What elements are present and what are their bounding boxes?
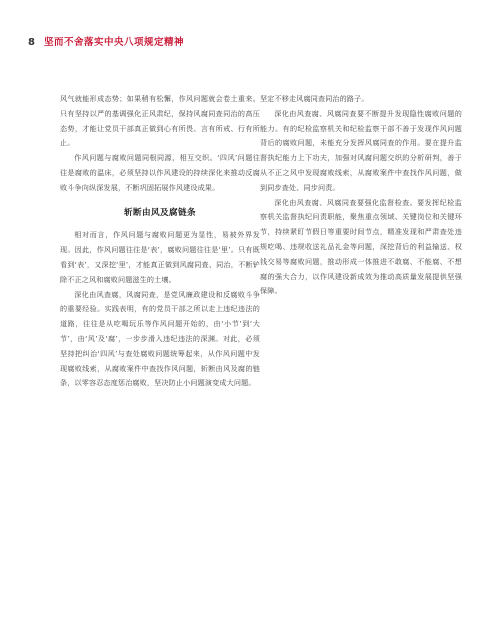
paragraph: 深化由风查腐，风腐同查，是党风廉政建设和反腐败斗争的重要经验。实践表明，有的党员干部之所以走上违纪违法的道路，往往是从吃喝玩乐等作风问题开始的，由‘小节’到‘大节’，由‘风’及‘腐’，一步步滑入违纪违法的深渊。对此，必须坚持把纠治‘四风’与查处腐败问题统筹起来，从作风问题中发现腐败线索，从腐败案件中查找作风问题，斩断由风及腐的链条，以零容忍态度惩治腐败，坚决防止小问题演变成大问题。	[60, 289, 260, 388]
page-number: 8	[28, 37, 35, 48]
paragraph: 风气就能形成态势；如果稍有松懈，作风问题就会卷土重来。只有坚持以严的基调强化正风肃纪，保持风腐同查同治的高压态势，才能让党员干部真正做到心有所畏、言有所戒、行有所止。	[60, 94, 260, 148]
paragraph: 深化由风查腐、风腐同查要强化监督检查。要发挥纪检监察机关监督执纪问责职能，聚焦重点领域、关键岗位和关键环节，持续紧盯节假日等重要时间节点，精准发现和严肃查处违规吃喝、违规收送礼品礼金等问题，深挖背后的利益输送、权钱交易等腐败问题，推动形成一体推进不敢腐、不能腐、不想腐的强大合力，以作风建设新成效为推动高质量发展提供坚强保障。	[260, 197, 462, 296]
running-title: 坚而不舍落实中央八项规定精神	[44, 37, 185, 48]
right-column	[260, 92, 462, 299]
paragraph: 作风问题与腐败问题同根同源，相互交织。‘四风’问题往往是腐败的温床，必须坚持以作风建设的持续深化来推动反腐败斗争向纵深发展，不断巩固拓展作风建设成果。	[60, 153, 260, 192]
paragraph: 深化由风查腐、风腐同查要不断提升发现隐性腐败问题的能力。有的纪检监察机关和纪检监察干部不善于发现作风问题背后的腐败问题，未能充分发挥风腐同查的作用。要在提升监督执纪能力上下功夫，加强对风腐问题交织的分析研判，善于从不正之风中发现腐败线索，从腐败案件中查找作风问题，做到同步查处、同步问责。	[260, 108, 462, 192]
paragraph: 坚定不移走风腐同查同治的路子。	[260, 94, 369, 103]
section-heading: 斩断由风及腐链条	[124, 207, 196, 218]
left-column	[60, 92, 260, 391]
paragraph: 相对而言，作风问题与腐败问题更为显性，易被外界发现。因此，作风问题往往是‘表’，腐败问题往往是‘里’。只有既看到‘表’，又深挖‘里’，才能真正做到风腐同查、同治，不断铲除不正之风和腐败问题滋生的土壤。	[60, 230, 260, 284]
page-header	[28, 34, 184, 52]
